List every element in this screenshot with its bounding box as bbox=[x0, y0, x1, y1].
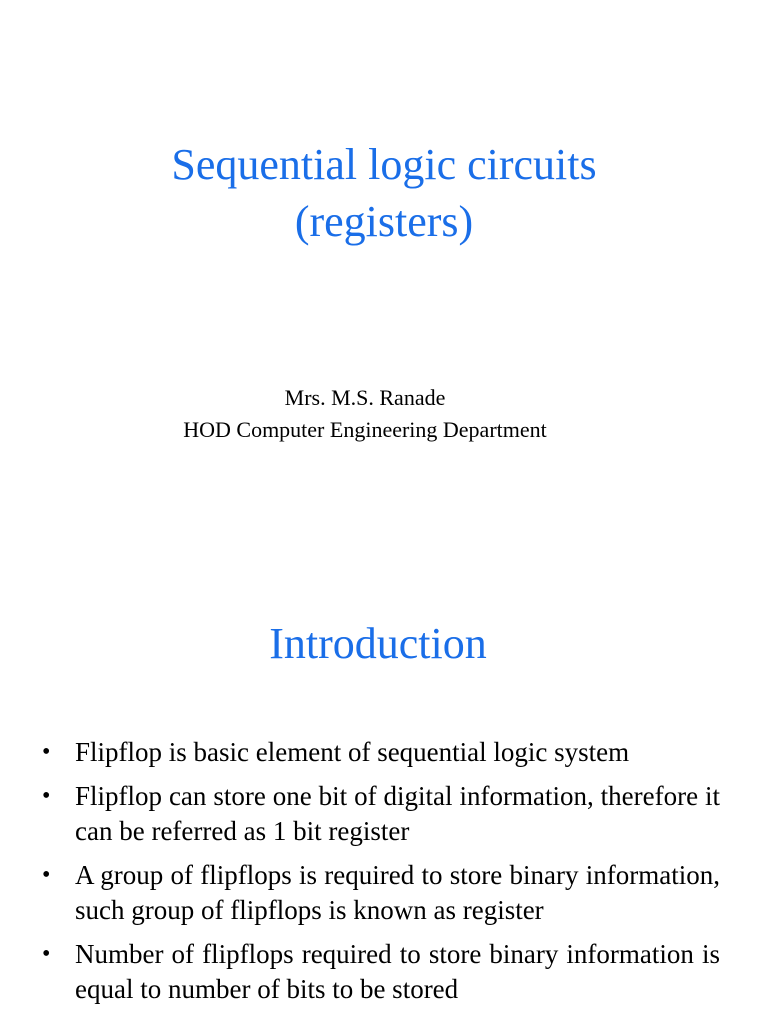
bullet-item bbox=[42, 779, 720, 850]
bullet-text: Flipflop can store one bit of digital information, therefore it can be referred as 1 bit register bbox=[75, 780, 720, 846]
author-role: HOD Computer Engineering Department bbox=[183, 417, 547, 442]
bullet-text: Number of flipflops required to store binary information is equal to number of bits to be stored bbox=[75, 938, 720, 1004]
introduction-slide bbox=[0, 576, 768, 1024]
bullet-icon: • bbox=[42, 861, 51, 888]
author-block bbox=[0, 382, 730, 446]
title-line-1: Sequential logic circuits bbox=[171, 140, 597, 189]
title-line-2: (registers) bbox=[294, 197, 474, 246]
bullet-text: A group of flipflops is required to store binary information, such group of flipflops is known as register bbox=[75, 859, 720, 925]
bullet-icon: • bbox=[42, 940, 51, 967]
author-name: Mrs. M.S. Ranade bbox=[284, 385, 446, 410]
slide-title bbox=[84, 136, 684, 250]
bullet-icon: • bbox=[42, 739, 51, 765]
bullet-item bbox=[42, 735, 720, 771]
bullet-text: Flipflop is basic element of sequential logic system bbox=[75, 737, 630, 767]
introduction-title: Introduction bbox=[269, 619, 487, 668]
bullet-icon: • bbox=[42, 782, 51, 809]
bullet-list bbox=[42, 735, 720, 1016]
bullet-item bbox=[42, 858, 720, 929]
bullet-item bbox=[42, 937, 720, 1008]
